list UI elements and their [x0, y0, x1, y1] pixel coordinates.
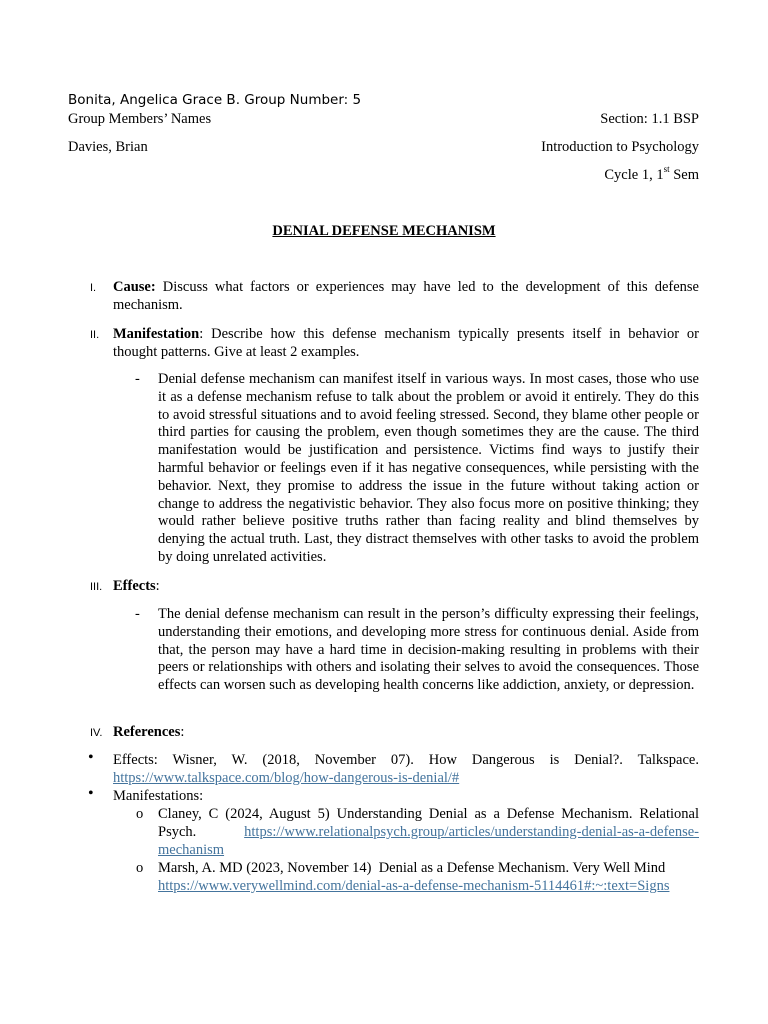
circle-marker: o: [136, 806, 144, 822]
reference-claney: Claney, C (2024, August 5) Understanding Denial as a Defense Mechanism. Relational Psych. https://www.relationalpsych.group/articles/understanding-denial-as-a-defense- mechanism: [158, 806, 699, 858]
course-name: Introduction to Psychology: [541, 139, 699, 155]
section-numeral: III.: [90, 581, 103, 593]
reference-link-verywellmind[interactable]: https://www.verywellmind.com/denial-as-a-defense-mechanism-5114461#:~:text=Signs: [158, 877, 670, 894]
reference-link-relationalpsych-cont[interactable]: mechanism: [158, 841, 225, 858]
section-label: Section: 1.1 BSP: [600, 111, 699, 127]
bullet-marker: •: [88, 749, 94, 766]
effects-body: The denial defense mechanism can result in the person’s difficulty expressing their feelings, understanding their emotions, and developing more stress for continuous denial. Aside from that, the person may have a hard time in decision-making resulting in problems with their peers or relationships with others and isolating their selves to avoid the consequences. Those effects can worsen such as developing health concerns like addiction, anxiety, or depression.: [158, 606, 699, 694]
cycle-label: Cycle 1, 1st Sem: [604, 164, 699, 183]
section-numeral: IV.: [90, 727, 103, 739]
section-effects: Effects:: [113, 578, 160, 594]
section-references: References:: [113, 724, 185, 740]
section-numeral: II.: [90, 329, 100, 341]
claney-line-2: Psych. https://www.relationalpsych.group/articles/understanding-denial-as-a-defense-: [158, 823, 699, 840]
reference-link-relationalpsych[interactable]: https://www.relationalpsych.group/articles/understanding-denial-as-a-defense-: [244, 823, 699, 840]
reference-marsh: Marsh, A. MD (2023, November 14) Denial as a Defense Mechanism. Very Well Mind https://www.verywellmind.com/denial-as-a-defense-mechanism-5114461#:~:text=Signs: [158, 860, 670, 894]
reference-link-talkspace[interactable]: https://www.talkspace.com/blog/how-dangerous-is-denial/#: [113, 769, 460, 786]
manifestations-label: Manifestations:: [113, 788, 204, 804]
circle-marker: o: [136, 860, 144, 876]
dash-marker: -: [135, 371, 140, 387]
section-manifestation: Manifestation: Describe how this defense mechanism typically presents itself in behavior or thought patterns. Give at least 2 examples.: [113, 326, 699, 360]
document-title: DENIAL DEFENSE MECHANISM: [272, 223, 496, 239]
author-line: Bonita, Angelica Grace B. Group Number: 5: [68, 92, 362, 108]
bullet-marker: •: [88, 785, 94, 802]
members-label: Group Members’ Names: [68, 111, 212, 127]
dash-marker: -: [135, 606, 140, 622]
manifestation-body: Denial defense mechanism can manifest itself in various ways. In most cases, those who use it as a defense mechanism refuse to talk about the problem or avoid it entirely. They do this to avoid stressful situations and to avoid feeling stressed. Second, they blame other people or third parties for causing the problem, even though sometimes they are the cause. The third manifestation would be justification and persistence. Victims find ways to justify their harmful behavior or feelings even if it has negative consequences, while persisting with the behavior. Next, they promise to address the issue in the future without taking action or change to address the negativistic behavior. They also focus more on positive thinking; they would rather believe positive truths rather than facing reality and blind themselves by denying the actual truth. Last, they distract themselves with other tasks to avoid the problem by doing unrelated activities.: [158, 371, 699, 565]
section-cause: Cause: Discuss what factors or experiences may have led to the development of this defense mechanism.: [113, 279, 699, 313]
reference-effects: Effects: Wisner, W. (2018, November 07). How Dangerous is Denial?. Talkspace. https://www.talkspace.com/blog/how-dangerous-is-denial/#: [113, 752, 699, 786]
section-numeral: I.: [90, 282, 97, 294]
member-name: Davies, Brian: [68, 139, 148, 155]
